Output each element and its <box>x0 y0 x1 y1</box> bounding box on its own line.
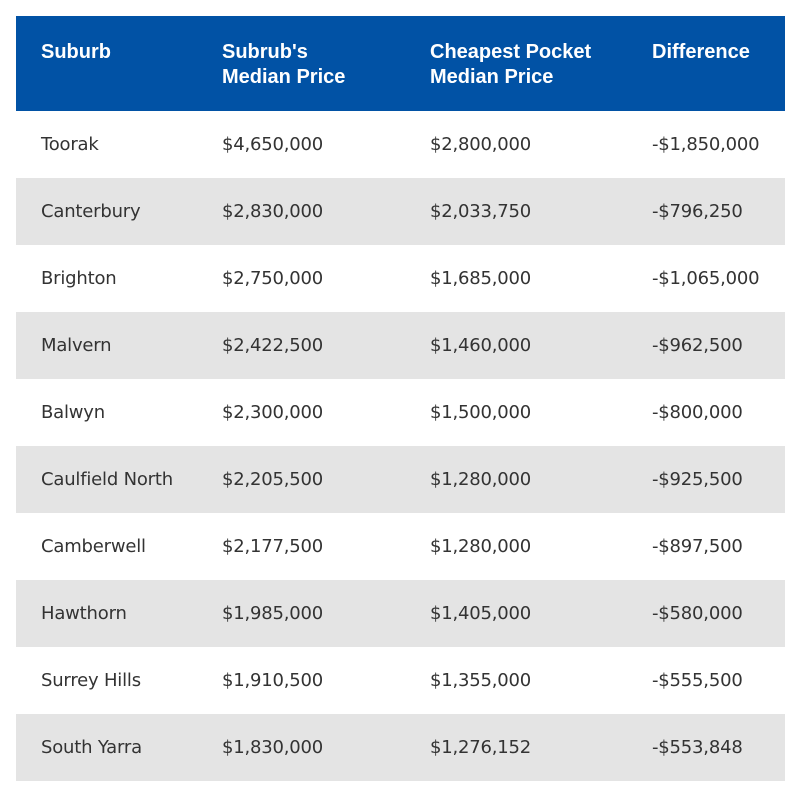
cell-median-price: $2,300,000 <box>222 402 324 423</box>
cell-difference: -$925,500 <box>652 469 743 490</box>
table-row <box>16 647 785 714</box>
table-row <box>16 714 785 781</box>
cell-suburb: Hawthorn <box>41 603 127 624</box>
cell-difference: -$1,065,000 <box>652 268 760 289</box>
cell-suburb: Brighton <box>41 268 117 289</box>
cell-suburb: Balwyn <box>41 402 105 423</box>
cell-pocket-price: $1,500,000 <box>430 402 532 423</box>
cell-suburb: South Yarra <box>41 737 142 758</box>
cell-median-price: $2,830,000 <box>222 201 324 222</box>
price-table <box>16 16 785 781</box>
cell-median-price: $2,177,500 <box>222 536 324 557</box>
header-median-price-line1: Subrub's <box>222 41 308 63</box>
table-row <box>16 580 785 647</box>
table-row <box>16 111 785 178</box>
cell-pocket-price: $1,280,000 <box>430 536 532 557</box>
cell-difference: -$555,500 <box>652 670 743 691</box>
cell-pocket-price: $1,276,152 <box>430 737 532 758</box>
cell-pocket-price: $1,355,000 <box>430 670 532 691</box>
header-difference-label: Difference <box>652 41 750 63</box>
header-cheapest-pocket-line2: Median Price <box>430 66 554 88</box>
cell-pocket-price: $2,800,000 <box>430 134 532 155</box>
cell-pocket-price: $2,033,750 <box>430 201 532 222</box>
cell-median-price: $1,985,000 <box>222 603 324 624</box>
table-row <box>16 446 785 513</box>
cell-difference: -$962,500 <box>652 335 743 356</box>
cell-suburb: Surrey Hills <box>41 670 141 691</box>
header-suburb <box>16 16 200 111</box>
header-suburb-label: Suburb <box>41 41 111 63</box>
cell-median-price: $1,830,000 <box>222 737 324 758</box>
cell-suburb: Camberwell <box>41 536 146 557</box>
header-cheapest-pocket <box>404 16 630 111</box>
cell-difference: -$553,848 <box>652 737 743 758</box>
header-median-price-line2: Median Price <box>222 66 346 88</box>
cell-median-price: $2,750,000 <box>222 268 324 289</box>
cell-difference: -$580,000 <box>652 603 743 624</box>
cell-difference: -$796,250 <box>652 201 743 222</box>
table-row <box>16 245 785 312</box>
cell-pocket-price: $1,280,000 <box>430 469 532 490</box>
cell-suburb: Malvern <box>41 335 112 356</box>
cell-median-price: $4,650,000 <box>222 134 324 155</box>
header-difference <box>630 16 785 111</box>
table-row <box>16 379 785 446</box>
header-median-price <box>200 16 404 111</box>
table-row <box>16 312 785 379</box>
cell-suburb: Canterbury <box>41 201 141 222</box>
header-cheapest-pocket-line1: Cheapest Pocket <box>430 41 592 63</box>
table-header <box>16 16 785 111</box>
cell-suburb: Caulfield North <box>41 469 173 490</box>
cell-median-price: $1,910,500 <box>222 670 324 691</box>
cell-pocket-price: $1,405,000 <box>430 603 532 624</box>
cell-median-price: $2,205,500 <box>222 469 324 490</box>
cell-pocket-price: $1,685,000 <box>430 268 532 289</box>
cell-difference: -$800,000 <box>652 402 743 423</box>
cell-median-price: $2,422,500 <box>222 335 324 356</box>
table-row <box>16 513 785 580</box>
cell-difference: -$1,850,000 <box>652 134 760 155</box>
cell-difference: -$897,500 <box>652 536 743 557</box>
table-row <box>16 178 785 245</box>
cell-pocket-price: $1,460,000 <box>430 335 532 356</box>
cell-suburb: Toorak <box>41 134 99 155</box>
